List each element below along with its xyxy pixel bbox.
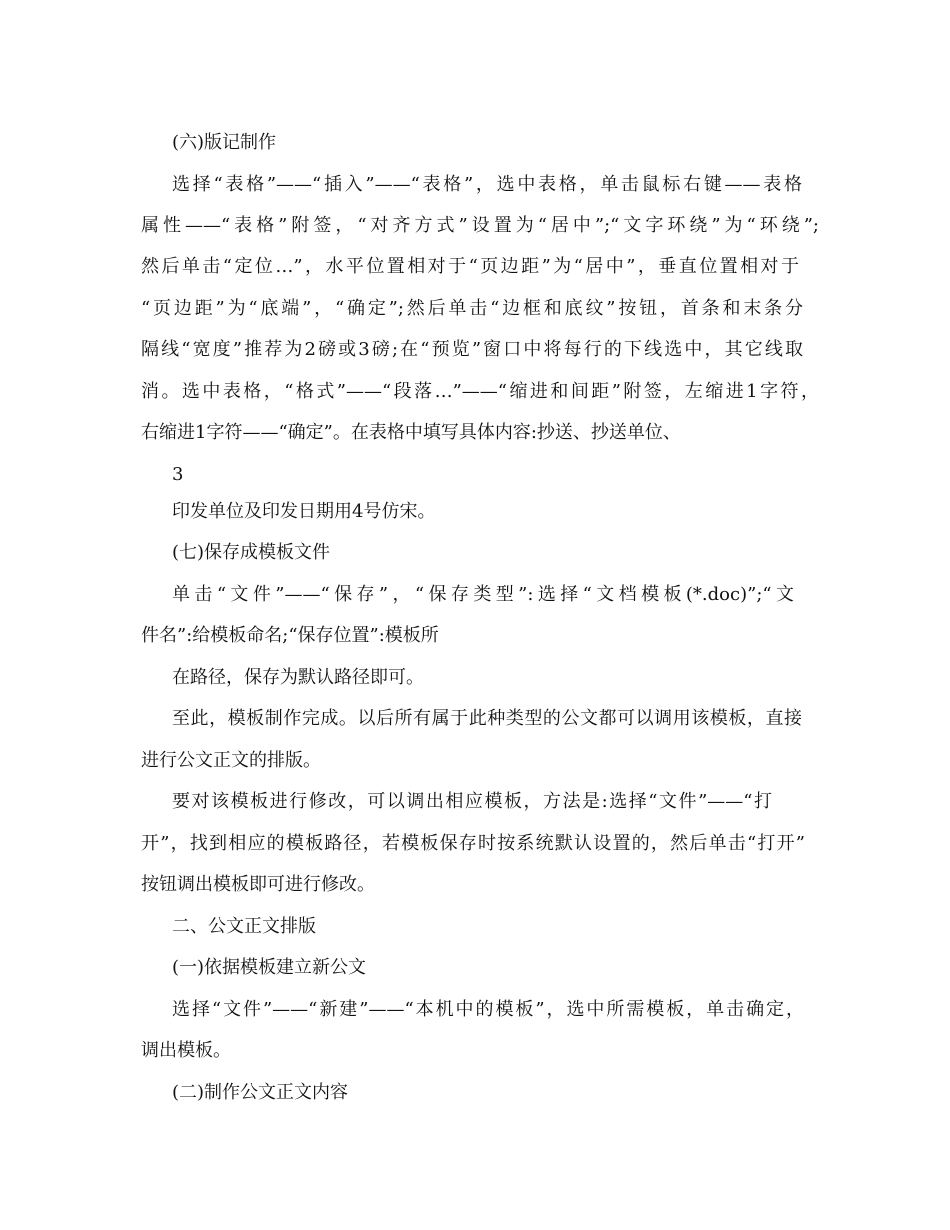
paragraph-line: 选择“表格”——“插入”——“表格”，选中表格，单击鼠标右键——表格: [172, 174, 802, 195]
paragraph-line: 选择“文件”——“新建”——“本机中的模板”，选中所需模板，单击确定，: [172, 999, 804, 1020]
heading-save-template: (七)保存成模板文件: [172, 542, 331, 563]
paragraph-line: 消。选中表格，“格式”——“段落…”——“缩进和间距”附签，左缩进1字符，: [141, 381, 819, 402]
heading-new-document: (一)依据模板建立新公文: [172, 957, 367, 978]
paragraph-line: 在路径，保存为默认路径即可。: [172, 667, 424, 688]
heading-make-content: (二)制作公文正文内容: [172, 1082, 349, 1103]
paragraph-line: 开”，找到相应的模板路径，若模板保存时按系统默认设置的，然后单击“打开”: [141, 833, 805, 854]
paragraph-line: 然后单击“定位…”，水平位置相对于“页边距”为“居中”，垂直位置相对于: [141, 256, 799, 277]
heading-section-two: 二、公文正文排版: [172, 916, 316, 937]
page-number: 3: [172, 464, 184, 485]
paragraph-line: 件名”:给模板命名;“保存位置”:模板所: [141, 625, 439, 646]
paragraph-line: 至此，模板制作完成。以后所有属于此种类型的公文都可以调用该模板，直接: [172, 708, 802, 729]
paragraph-line: 右缩进1字符——“确定”。在表格中填写具体内容:抄送、抄送单位、: [141, 422, 681, 443]
paragraph-line: 属性——“表格”附签，“对齐方式”设置为“居中”;“文字环绕”为“环绕”;: [141, 215, 819, 236]
paragraph-line: 印发单位及印发日期用4号仿宋。: [172, 501, 436, 522]
paragraph-line: 隔线“宽度”推荐为2磅或3磅;在“预览”窗口中将每行的下线选中，其它线取: [141, 339, 803, 360]
paragraph-line: 调出模板。: [141, 1040, 231, 1061]
paragraph-line: 要对该模板进行修改，可以调出相应模板，方法是:选择“文件”——“打: [172, 791, 772, 812]
paragraph-line: 单击“文件”——“保存”，“保存类型”:选择“文档模板(*.doc)”;“文: [172, 584, 794, 605]
heading-banji: (六)版记制作: [172, 132, 277, 153]
paragraph-line: 进行公文正文的排版。: [141, 750, 321, 771]
paragraph-line: 按钮调出模板即可进行修改。: [141, 874, 375, 895]
paragraph-line: “页边距”为“底端”，“确定”;然后单击“边框和底纹”按钮，首条和末条分: [141, 298, 803, 319]
